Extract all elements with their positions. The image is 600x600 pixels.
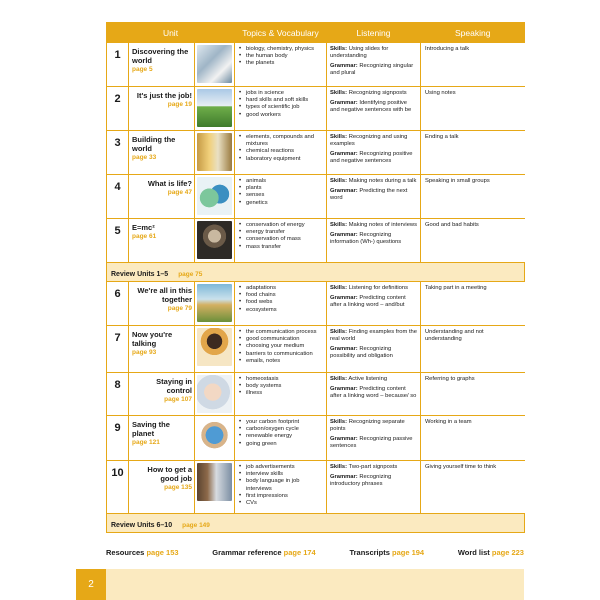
unit-title-cell [129, 282, 195, 326]
unit-row [107, 219, 525, 263]
topic-item: • CVs [238, 500, 323, 507]
unit-title: Saving the planet [132, 420, 170, 438]
unit-number: 7 [107, 326, 129, 373]
baby-image [197, 375, 232, 413]
topic-item: • the planets [238, 60, 323, 67]
listening-skills: Skills: Recognizing signposts [330, 90, 407, 96]
unit-row [107, 282, 525, 326]
unit-page-link[interactable]: page 79 [167, 305, 192, 312]
topic-item: • types of scientific job [238, 104, 323, 111]
header-unit: Unit [107, 23, 235, 43]
topic-item: • homeostasis [238, 376, 323, 383]
unit-title-cell [129, 416, 195, 461]
unit-image-cell [195, 43, 235, 87]
handshake-image [197, 463, 232, 501]
speaking-cell: Speaking in small groups [421, 175, 525, 219]
unit-image-cell [195, 175, 235, 219]
listening-skills: Skills: Using slides for understanding [330, 46, 389, 59]
review-page-link[interactable]: page 75 [178, 271, 203, 278]
unit-number: 5 [107, 219, 129, 263]
laboratory-image [197, 45, 232, 83]
topic-item: • choosing your medium [238, 343, 323, 350]
listening-grammar: Grammar: Recognizing singular and plural [330, 63, 414, 76]
listening-skills: Skills: Active listening [330, 376, 388, 382]
unit-page-link[interactable]: page 135 [164, 484, 192, 491]
review-row [107, 514, 525, 533]
listening-grammar: Grammar: Recognizing positive and negative sentences [330, 151, 413, 164]
unit-title: Now you're talking [132, 330, 173, 348]
listening-cell [327, 87, 421, 131]
topic-item: • emails, notes [238, 358, 323, 365]
unit-title-cell [129, 219, 195, 263]
listening-cell [327, 373, 421, 416]
scientist-portrait-image [197, 221, 232, 259]
listening-skills: Skills: Finding examples from the real world [330, 329, 418, 342]
unit-image-cell [195, 373, 235, 416]
topics-cell [235, 175, 327, 219]
listening-cell [327, 282, 421, 326]
unit-number: 4 [107, 175, 129, 219]
listening-grammar: Grammar: Recognizing introductory phrases [330, 474, 392, 487]
review-cell [107, 514, 525, 533]
listening-cell [327, 461, 421, 514]
topic-item: • body systems [238, 383, 323, 390]
listening-grammar: Grammar: Recognizing possibility and obligation [330, 346, 393, 359]
topic-item: • animals [238, 178, 323, 185]
topic-item: • the human body [238, 53, 323, 60]
cells-image [197, 177, 232, 215]
topic-item: • conservation of energy [238, 222, 323, 229]
topics-cell [235, 326, 327, 373]
review-title: Review Units 6–10 [111, 522, 173, 529]
contents-table [106, 22, 525, 533]
page-number: 2 [88, 579, 94, 590]
header-listening: Listening [327, 23, 421, 43]
unit-image-cell [195, 282, 235, 326]
listening-cell [327, 175, 421, 219]
topic-item: • going green [238, 441, 323, 448]
footer-transcripts[interactable]: Transcripts page 194 [349, 548, 425, 557]
unit-number: 9 [107, 416, 129, 461]
topic-item: • job advertisements [238, 464, 323, 471]
unit-title: Staying in control [156, 377, 192, 395]
unit-page-link[interactable]: page 47 [167, 189, 192, 196]
speaking-cell: Taking part in a meeting [421, 282, 525, 326]
unit-number: 8 [107, 373, 129, 416]
listening-cell [327, 326, 421, 373]
topic-item: • conservation of mass [238, 236, 323, 243]
topic-item: • barriers to communication [238, 351, 323, 358]
listening-skills: Skills: Making notes during a talk [330, 178, 417, 184]
topics-cell [235, 219, 327, 263]
listening-cell [327, 43, 421, 87]
topic-item: • hard skills and soft skills [238, 97, 323, 104]
speaking-cell: Using notes [421, 87, 525, 131]
unit-page-link[interactable]: page 33 [132, 154, 157, 161]
listening-cell [327, 219, 421, 263]
page-footer-band [76, 569, 524, 600]
topic-item: • jobs in science [238, 90, 323, 97]
listening-skills: Skills: Making notes of interviews [330, 222, 418, 228]
speaking-cell: Ending a talk [421, 131, 525, 175]
topics-cell [235, 461, 327, 514]
unit-image-cell [195, 87, 235, 131]
listening-skills: Skills: Two-part signposts [330, 464, 398, 470]
header-topics: Topics & Vocabulary [235, 23, 327, 43]
topic-item: • your carbon footprint [238, 419, 323, 426]
unit-image-cell [195, 131, 235, 175]
unit-number: 10 [107, 461, 129, 514]
listening-grammar: Grammar: Predicting the next word [330, 188, 408, 201]
page-number-box [76, 569, 106, 600]
reference-links [106, 548, 524, 557]
unit-title: Discovering the world [132, 47, 189, 65]
unit-number: 1 [107, 43, 129, 87]
listening-grammar: Grammar: Recognizing passive sentences [330, 436, 413, 449]
topic-item: • senses [238, 192, 323, 199]
topics-cell [235, 416, 327, 461]
listening-cell [327, 416, 421, 461]
unit-row [107, 416, 525, 461]
unit-title-cell [129, 43, 195, 87]
header-speaking: Speaking [421, 23, 525, 43]
unit-number: 6 [107, 282, 129, 326]
unit-title: What is life? [147, 179, 192, 188]
unit-row [107, 326, 525, 373]
review-title: Review Units 1–5 [111, 271, 169, 278]
unit-image-cell [195, 219, 235, 263]
unit-image-cell [195, 416, 235, 461]
topic-item: • interview skills [238, 471, 323, 478]
topic-item: • ecosystems [238, 307, 323, 314]
unit-title-cell [129, 326, 195, 373]
topic-item: • laboratory equipment [238, 156, 323, 163]
topic-item: • renewable energy [238, 433, 323, 440]
test-tubes-image [197, 133, 232, 171]
listening-grammar: Grammar: Predicting content after a linking word – because/ so [330, 386, 417, 399]
unit-title: It's just the job! [136, 91, 192, 100]
unit-number: 3 [107, 131, 129, 175]
unit-row [107, 175, 525, 219]
topic-item: • chemical reactions [238, 148, 323, 155]
unit-row [107, 43, 525, 87]
speaking-cell: Introducing a talk [421, 43, 525, 87]
topics-cell [235, 87, 327, 131]
unit-page-link[interactable]: page 121 [132, 439, 160, 446]
unit-number: 2 [107, 87, 129, 131]
unit-page-link[interactable]: page 107 [164, 396, 192, 403]
topics-cell [235, 43, 327, 87]
topic-item: • good communication [238, 336, 323, 343]
topic-item: • carbon/oxygen cycle [238, 426, 323, 433]
unit-page-link[interactable]: page 19 [167, 101, 192, 108]
topic-item: • plants [238, 185, 323, 192]
listening-cell [327, 131, 421, 175]
listening-grammar: Grammar: Predicting content after a linking word – and/but [330, 295, 406, 308]
speaking-cell: Referring to graphs [421, 373, 525, 416]
review-cell [107, 263, 525, 282]
unit-title: We're all in this together [137, 286, 192, 304]
unit-page-link[interactable]: page 61 [132, 233, 157, 240]
unit-row [107, 461, 525, 514]
topic-item: • energy transfer [238, 229, 323, 236]
listening-grammar: Grammar: Recognizing information (Wh-) questions [330, 232, 402, 245]
unit-page-link[interactable]: page 5 [132, 66, 153, 73]
listening-skills: Skills: Listening for definitions [330, 285, 408, 291]
topic-item: • first impressions [238, 493, 323, 500]
speaking-cell: Working in a team [421, 416, 525, 461]
unit-page-link[interactable]: page 93 [132, 349, 157, 356]
topic-item: • food webs [238, 299, 323, 306]
listening-skills: Skills: Recognizing separate points [330, 419, 405, 432]
topic-item: • mass transfer [238, 244, 323, 251]
topic-item: • adaptations [238, 285, 323, 292]
unit-row [107, 373, 525, 416]
unit-title-cell [129, 373, 195, 416]
unit-title: How to get a good job [147, 465, 192, 483]
topic-item: • illness [238, 390, 323, 397]
speaking-cell: Good and bad habits [421, 219, 525, 263]
topic-item: • elements, compounds and mixtures [238, 134, 323, 148]
unit-image-cell [195, 461, 235, 514]
unit-row [107, 131, 525, 175]
topic-item: • biology, chemistry, physics [238, 46, 323, 53]
footer-resources[interactable]: Resources page 153 [106, 548, 179, 557]
footer-word-list[interactable]: Word list page 223 [457, 548, 524, 557]
table-header-row [107, 23, 525, 43]
birds-image [197, 284, 232, 322]
globe-hands-image [197, 418, 232, 456]
unit-image-cell [195, 326, 235, 373]
topic-item: • good workers [238, 112, 323, 119]
unit-title-cell [129, 461, 195, 514]
speaking-cell: Giving yourself time to think [421, 461, 525, 514]
woman-phone-image [197, 328, 232, 366]
review-row [107, 263, 525, 282]
topic-item: • body language in job interviews [238, 478, 323, 492]
topics-cell [235, 131, 327, 175]
golf-course-image [197, 89, 232, 127]
topics-cell [235, 282, 327, 326]
unit-row [107, 87, 525, 131]
unit-title-cell [129, 87, 195, 131]
unit-title-cell [129, 175, 195, 219]
footer-grammar-reference[interactable]: Grammar reference page 174 [212, 548, 316, 557]
topic-item: • food chains [238, 292, 323, 299]
topics-cell [235, 373, 327, 416]
unit-title: Building the world [132, 135, 176, 153]
listening-grammar: Grammar: Identifying positive and negative sentences with be [330, 100, 412, 113]
unit-title-cell [129, 131, 195, 175]
review-page-link[interactable]: page 149 [182, 522, 210, 529]
listening-skills: Skills: Recognizing and using examples [330, 134, 408, 147]
topic-item: • the communication process [238, 329, 323, 336]
topic-item: • genetics [238, 200, 323, 207]
speaking-cell: Understanding and not understanding [421, 326, 525, 373]
unit-title: E=mc² [132, 223, 155, 232]
